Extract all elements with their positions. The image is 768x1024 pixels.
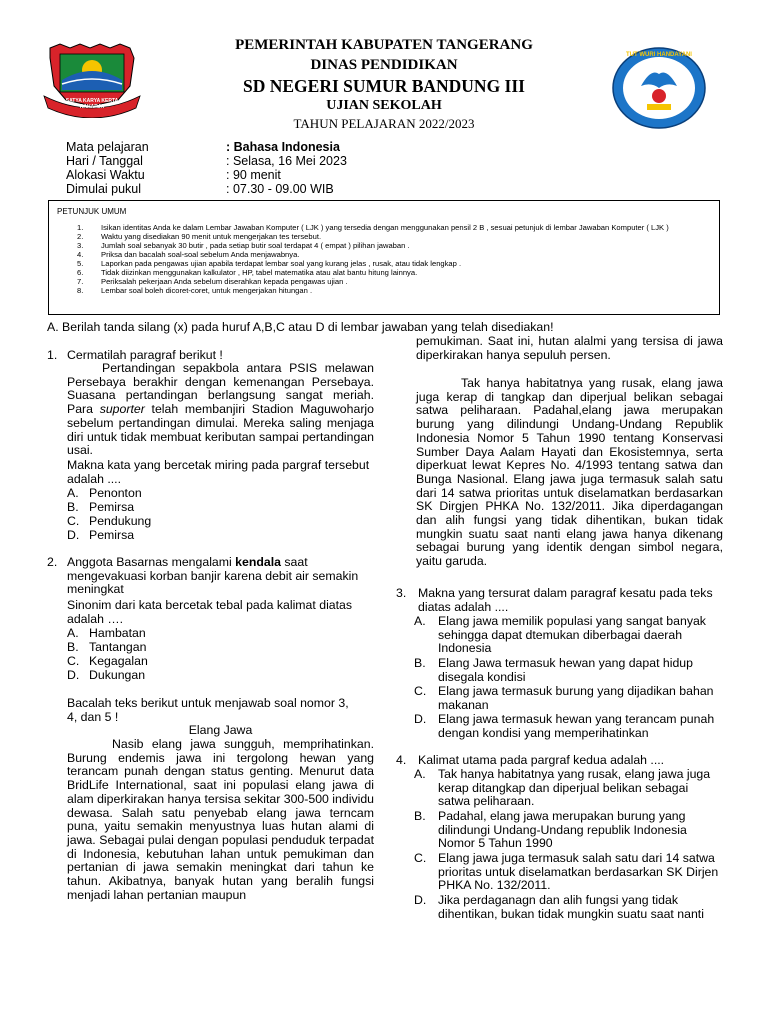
meta-key: Hari / Tanggal [66, 154, 143, 168]
reading-paragraph: Tak hanya habitatnya yang rusak, elang jawa juga kerap di tangkap dan diperjual belikan sebagai satwa peliharaan. Padahal,elang jawa merupakan burung yang dilindungi Undang-Undang Republik Indonesia Nomor 5 Tahun 1990 tentang Konservasi Sumber Daya Aalam Hayati dan Ekosistemnya, serta diperkuat lewat Kepres No. 4/1993 tentang satwa dan Bunga Nasional. Elang jawa juga termasuk salah satu dari 14 satwa prioritas untuk diselamatkan berdasarkan SK Dirgjen PHKA No. 132/2011. Jika diperdagangan dan alih fungsi yang tidak dihentikan, bukan tidak mungkin suatu saat nanti elang jawa hanya dikenang sebagai burung yang identik dengan simbol negara, yaitu garuda. [416, 376, 723, 569]
instruction-number: 6. [77, 268, 84, 277]
meta-key: Mata pelajaran [66, 140, 149, 154]
tut-wuri-motto: TUT WURI HANDAYANI [626, 52, 692, 58]
question-text: Kalimat utama pada pargraf kedua adalah .... [418, 753, 665, 767]
question-number: 2. [47, 555, 58, 569]
instruction-text: Tidak diizinkan menggunakan kalkulator , HP, tabel matematika atau alat bantu hitung lainnya. [101, 268, 418, 277]
instruction-item [49, 259, 709, 268]
general-instructions-box [48, 200, 720, 315]
option-text: Padahal, elang jawa merupakan burung yang dilindungi Undang-Undang republik Indonesia Nomor 5 Tahun 1990 [438, 809, 687, 851]
option-letter: A. [67, 486, 79, 500]
option-letter: C. [414, 684, 427, 698]
header-exam-title: UJIAN SEKOLAH [326, 98, 442, 113]
option-letter: C. [414, 851, 427, 865]
question-bold-word: kendala [235, 555, 281, 569]
option-text: Elang jawa termasuk hewan yang terancam punah dengan kondisi yang memperihatinkan [438, 712, 715, 740]
instruction-item [49, 241, 709, 250]
instruction-number: 3. [77, 241, 84, 250]
reading-intro: Bacalah teks berikut untuk menjawab soal nomor 3, 4, dan 5 ! [67, 696, 349, 724]
question-number: 4. [396, 753, 407, 767]
header-school-name: SD NEGERI SUMUR BANDUNG III [243, 76, 525, 96]
passage-text: telah membanjiri Stadion Maguwoharjo sebelum pertandingan dimulai. Mereka saling menjaga diri untuk tidak membuat keributan sampai pertandingan usai. [67, 402, 374, 458]
instruction-text: Priksa dan bacalah soal-soal sebelum Anda menjawabnya. [101, 250, 300, 259]
question-text: Sinonim dari kata bercetak tebal pada kalimat diatas adalah …. [67, 598, 353, 626]
question-text: Makna yang tersurat dalam paragraf kesatu pada teks diatas adalah .... [418, 586, 713, 614]
option-text: Jika perdaganagn dan alih fungsi yang tidak dihentikan, bukan tidak mungkin suatu saat nanti [438, 893, 704, 921]
passage-italic-word: suporter [99, 402, 145, 417]
instruction-item [49, 277, 709, 286]
answer-option[interactable] [414, 615, 724, 657]
option-letter: B. [67, 640, 79, 654]
header-government: PEMERINTAH KABUPATEN TANGERANG [235, 37, 533, 53]
option-letter: B. [67, 500, 79, 514]
answer-option[interactable] [414, 713, 724, 741]
question-number: 3. [396, 586, 407, 600]
answer-option[interactable] [414, 685, 724, 713]
instruction-number: 8. [77, 286, 84, 295]
option-text: Elang jawa memilik populasi yang sangat banyak sehingga dapat dtemukan diberbagai daerah Indonesia [438, 614, 706, 656]
option-letter: B. [414, 809, 426, 823]
option-text: Tantangan [89, 640, 147, 654]
question-text: Makna kata yang bercetak miring pada pargraf tersebut adalah .... [67, 458, 370, 486]
instructions-list [49, 223, 709, 295]
instruction-text: Laporkan pada pengawas ujian apabila terdapat lembar soal yang kurang jelas , rusak, atau tidak lengkap . [101, 259, 462, 268]
answer-instruction: A. Berilah tanda silang (x) pada huruf A,B,C atau D di lembar jawaban yang telah disediakan! [47, 320, 554, 334]
option-text: Elang jawa juga termasuk salah satu dari 14 satwa prioritas untuk diselamatkan berdasarkan SK Dirjen PHKA No. 132/2011. [438, 851, 719, 893]
passage-text: Pertandingan sepakbola antara PSIS melawan Persebaya berakhir dengan kemenangan Persebaya. Suasana pertandingan berlangsung sangat meriah. Para [67, 361, 374, 417]
option-letter: D. [67, 668, 80, 682]
reading-title: Elang Jawa [188, 723, 253, 737]
option-text: Elang jawa termasuk burung yang dijadikan bahan makanan [438, 684, 714, 712]
option-text: Pendukung [89, 514, 152, 528]
meta-value: : 07.30 - 09.00 WIB [226, 182, 334, 196]
question-text [67, 556, 367, 597]
meta-value: : Selasa, 16 Mei 2023 [226, 154, 347, 168]
meta-key: Alokasi Waktu [66, 168, 145, 182]
option-text: Penonton [89, 486, 142, 500]
instructions-title: PETUNJUK UMUM [57, 207, 127, 216]
option-letter: D. [414, 893, 427, 907]
instruction-text: Periksalah pekerjaan Anda sebelum diserahkan kepada pengawas ujian . [101, 277, 348, 286]
kabupaten-motto: SATYA KARYA KERTA RAHARJA [65, 98, 119, 110]
reading-paragraph: Nasib elang jawa sungguh, memprihatinkan. Burung endemis jawa ini tergolong hewan yang terancam punah dengan status genting. Menurut data BridLife International, saat ini populasi elang jawa di alam diperkirakan hanya tersisa sekitar 300-500 individu dewasa. Salah satu penyebab elang jawa terncam puna, yaitu semakin menyustnya luas hutan alami di jawa. Sebagai pulai dengan populasi penduduk terpadat di Indonesia, kebutuhan lahan untuk pemukiman dan pertanian di jawa semakin meningkat dari tahun ke tahun. Akibatnya, banyak hutan yang beralih fungsi menjadi lahan pertanian maupun [67, 737, 374, 902]
answer-option[interactable] [414, 768, 724, 810]
option-text: Tak hanya habitatnya yang rusak, elang jawa juga kerap ditangkap dan diperjual belikan sebagai satwa peliharaan. [438, 767, 711, 809]
header-school-year: TAHUN PELAJARAN 2022/2023 [293, 116, 475, 131]
instruction-text: Lembar soal boleh dicoret-coret, untuk mengerjakan hitungan . [101, 286, 313, 295]
instruction-text: Jumlah soal sebanyak 30 butir , pada setiap butir soal terdapat 4 ( empat ) pilihan jawaban . [101, 241, 410, 250]
instruction-number: 7. [77, 277, 84, 286]
option-letter: A. [67, 626, 79, 640]
answer-option[interactable] [414, 657, 724, 685]
meta-value: : Bahasa Indonesia [226, 140, 340, 154]
option-text: Elang Jawa termasuk hewan yang dapat hidup disegala kondisi [438, 656, 693, 684]
instruction-item [49, 286, 709, 295]
question-lead: Cermatilah paragraf berikut ! [67, 348, 223, 362]
meta-key: Dimulai pukul [66, 182, 142, 196]
instruction-item [49, 250, 709, 259]
answer-option[interactable] [414, 894, 724, 922]
option-text: Pemirsa [89, 528, 135, 542]
option-text: Kegagalan [89, 654, 148, 668]
instruction-number: 4. [77, 250, 84, 259]
option-letter: A. [414, 614, 426, 628]
instruction-text: Isikan identitas Anda ke dalam Lembar Jawaban Komputer ( LJK ) yang tersedia dengan menggunakan pensil 2 B , sesuai petunjuk di lembar Jawaban Komputer ( LJK ) [101, 223, 669, 232]
instruction-number: 1. [77, 223, 84, 232]
question-number: 1. [47, 348, 58, 362]
reading-paragraph-continued: pemukiman. Saat ini, hutan alalmi yang tersisa di jawa diperkirakan hanya sepuluh persen. [416, 334, 723, 362]
instruction-item [49, 232, 709, 241]
question-text-part: Anggota Basarnas mengalami [67, 555, 236, 569]
option-letter: D. [67, 528, 80, 542]
option-letter: C. [67, 654, 80, 668]
option-text: Pemirsa [89, 500, 135, 514]
option-letter: C. [67, 514, 80, 528]
meta-value: : 90 menit [226, 168, 281, 182]
instruction-number: 2. [77, 232, 84, 241]
option-letter: B. [414, 656, 426, 670]
option-letter: D. [414, 712, 427, 726]
instruction-text: Waktu yang disediakan 90 menit untuk mengerjakan tes tersebut. [101, 232, 322, 241]
instruction-number: 5. [77, 259, 84, 268]
option-text: Hambatan [89, 626, 146, 640]
instruction-item [49, 223, 709, 232]
option-letter: A. [414, 767, 426, 781]
exam-meta [66, 140, 566, 198]
option-text: Dukungan [89, 668, 146, 682]
answer-option[interactable] [414, 810, 724, 852]
question-text-part: saat mengevakuasi korban banjir karena debit air semakin meningkat [67, 555, 359, 597]
header-department: DINAS PENDIDIKAN [310, 57, 458, 73]
question-passage [67, 362, 374, 458]
instruction-item [49, 268, 709, 277]
answer-option[interactable] [414, 852, 724, 894]
